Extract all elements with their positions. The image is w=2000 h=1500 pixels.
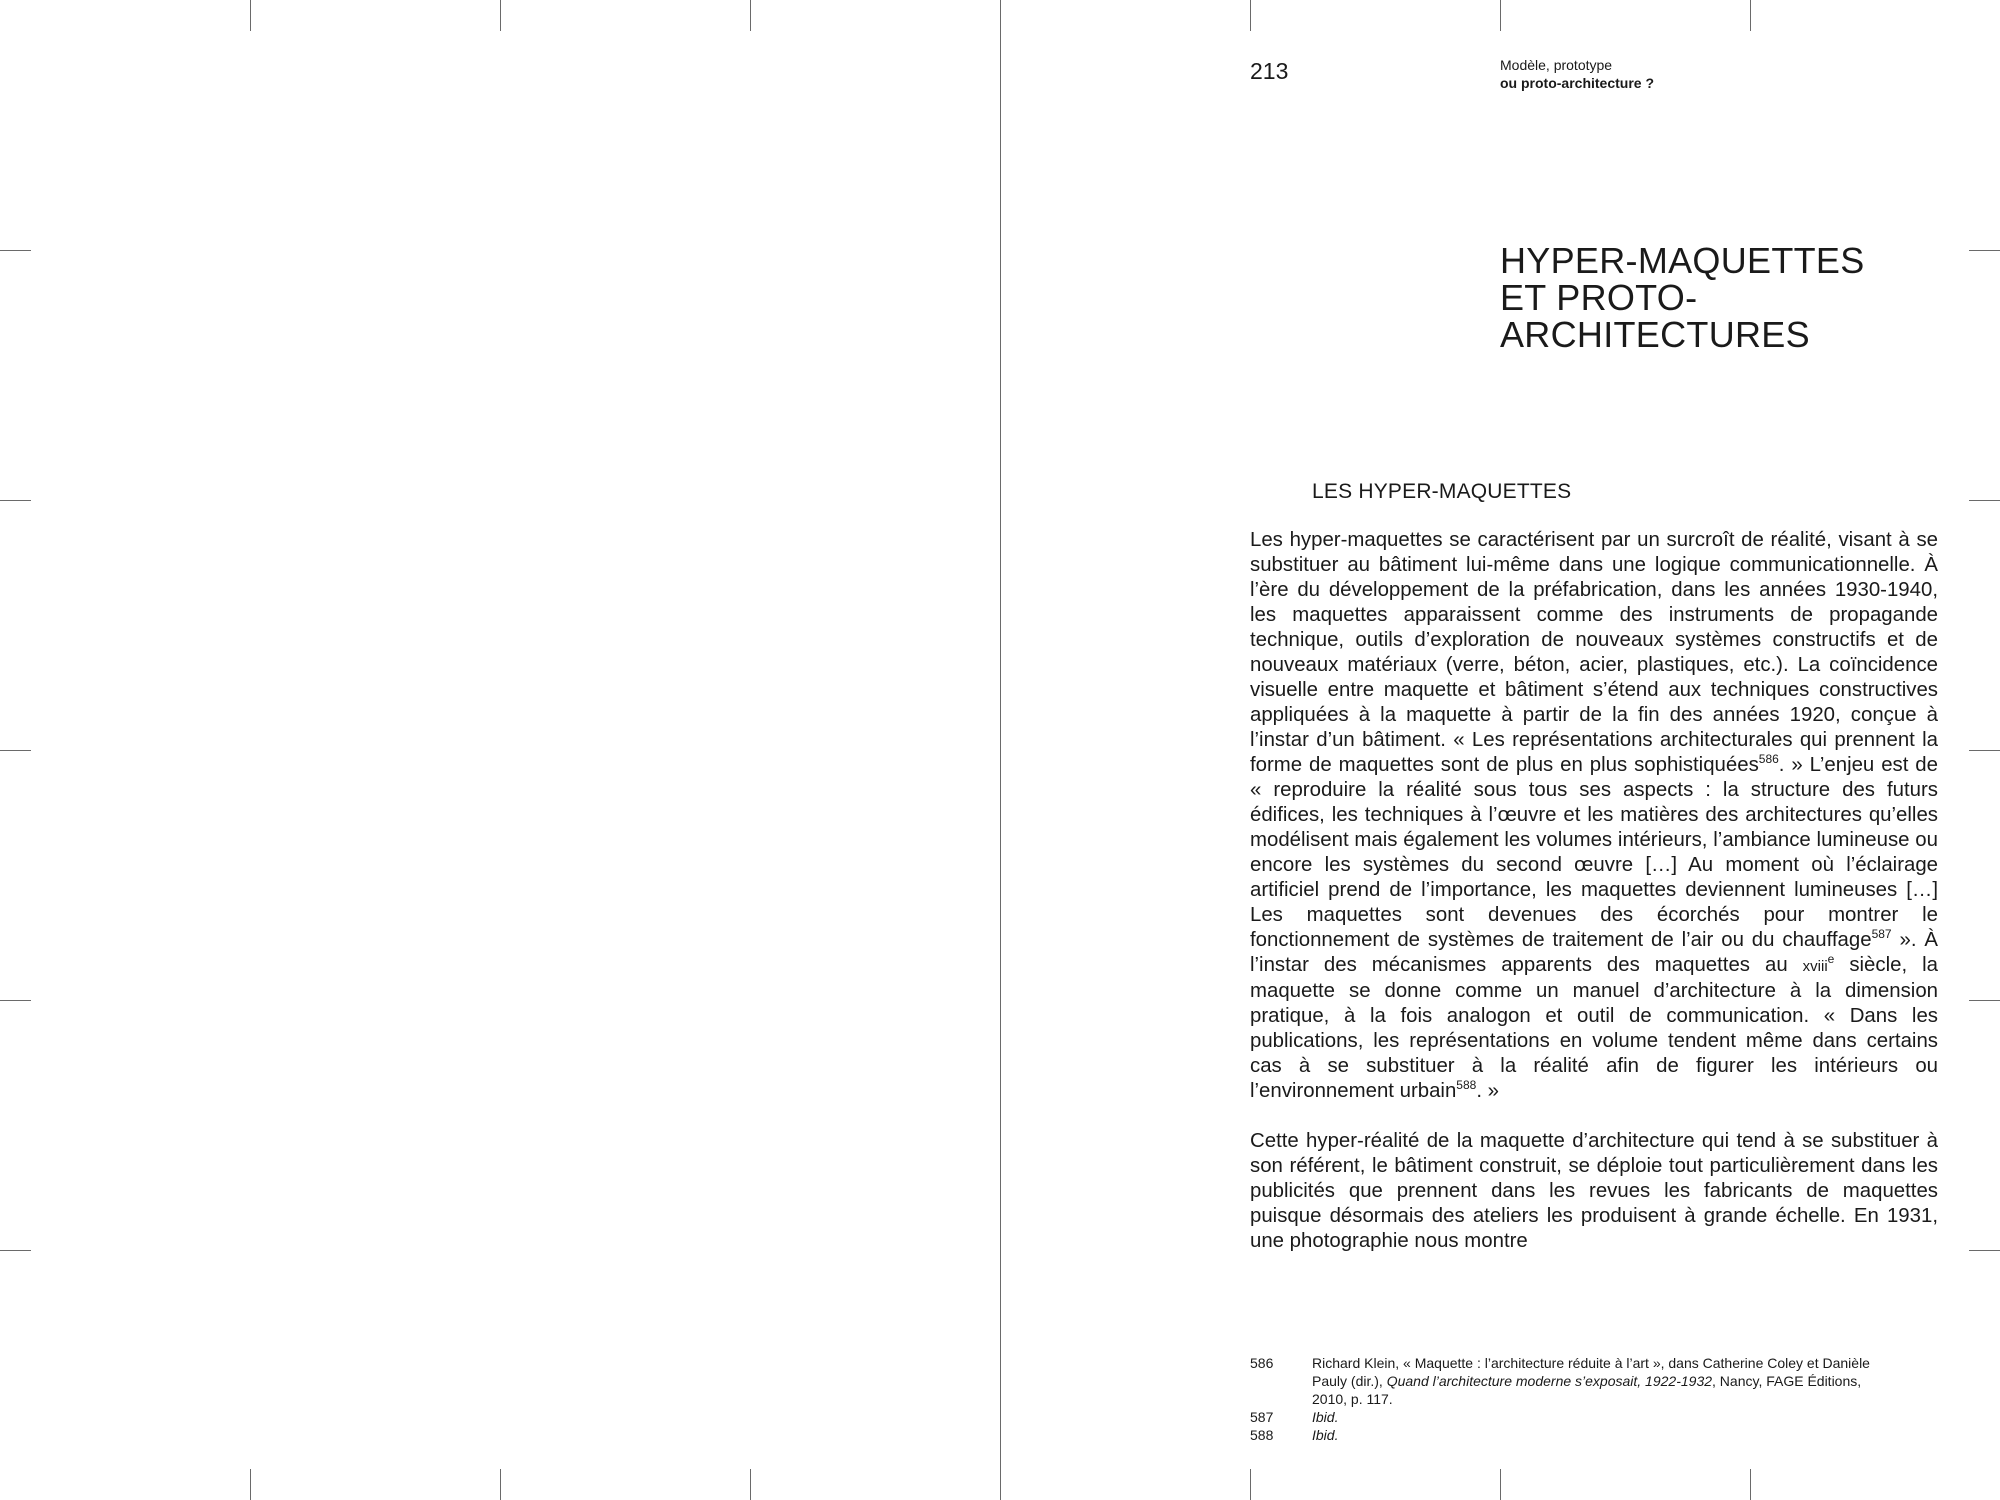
footnote-text xyxy=(1312,1408,1890,1426)
footnote-ibid: Ibid. xyxy=(1312,1409,1339,1425)
paragraph xyxy=(1250,528,1938,1104)
footnote-ref-586[interactable]: 586 xyxy=(1758,752,1779,767)
text-run: ». À l’instar des mécanismes apparents des maquettes au xyxy=(1250,929,1939,976)
footnote-number: 587 xyxy=(1250,1409,1274,1425)
footnote xyxy=(1250,1426,1890,1444)
crop-mark xyxy=(750,1469,751,1500)
footnote-book-title: Quand l’architecture moderne s’exposait, 1922-1932 xyxy=(1386,1373,1713,1389)
crop-mark xyxy=(250,1469,251,1500)
footnote-ibid: Ibid. xyxy=(1312,1427,1339,1443)
crop-mark xyxy=(250,0,251,31)
footnote-text xyxy=(1312,1354,1890,1408)
running-head xyxy=(1500,56,1654,92)
crop-mark xyxy=(500,1469,501,1500)
chapter-title-line: ET PROTO- xyxy=(1500,277,1698,318)
crop-mark xyxy=(500,0,501,31)
footnote-ref-588[interactable]: 588 xyxy=(1456,1078,1477,1093)
chapter-title-line: HYPER-MAQUETTES xyxy=(1500,240,1865,281)
text-run: . » xyxy=(1476,1080,1499,1102)
running-head-line2: ou proto-architecture ? xyxy=(1500,75,1655,91)
footnote-number: 586 xyxy=(1250,1355,1274,1371)
crop-mark xyxy=(1969,500,2000,501)
crop-mark xyxy=(0,1250,31,1251)
chapter-title xyxy=(1500,242,1865,353)
crop-mark xyxy=(1969,1000,2000,1001)
footnotes xyxy=(1250,1354,1890,1444)
footnote-text-run: Richard Klein, « Maquette : l’architecture réduite à l’art », dans Catherine Coley et Danièle Pauly (dir.), xyxy=(1312,1355,1870,1389)
crop-mark xyxy=(1750,1469,1751,1500)
chapter-title-line: ARCHITECTURES xyxy=(1500,314,1810,355)
crop-mark xyxy=(750,0,751,31)
crop-mark xyxy=(0,1000,31,1001)
footnote-text xyxy=(1312,1426,1890,1444)
century-numeral: xviii xyxy=(1802,958,1828,975)
footnote xyxy=(1250,1354,1890,1408)
text-run: . » L’enjeu est de « reproduire la réalité sous tous ses aspects : la structure des futurs édifices, les techniques à l’œuvre et les matières des architectures qu’elles modélisent mais également les volumes intérieurs, l’ambiance lumineuse ou encore les systèmes du second œuvre […] Au moment où l’éclairage artificiel prend de l’importance, les maquettes deviennent lumineuses […] Les maquettes sont devenues des écorchés pour montrer le fonctionnement de systèmes de traitement de l’air ou du chauffage xyxy=(1250,754,1938,951)
crop-mark xyxy=(1750,0,1751,31)
text-run: Les hyper-maquettes se caractérisent par un surcroît de réalité, visant à se substituer au bâtiment lui-même dans une logique communicationnelle. À l’ère du développement de la préfabrication, dans les années 1930-1940, les maquettes apparaissent comme des instruments de propagande technique, outils d’exploration de nouveaux systèmes constructifs et de nouveaux matériaux (verre, béton, acier, plastiques, etc.). La coïncidence visuelle entre maquette et bâtiment s’étend aux techniques constructives appliquées à la maquette à partir de la fin des années 1920, conçue à l’instar d’un bâtiment. « Les représentations architecturales qui prennent la forme de maquettes sont de plus en plus sophistiquées xyxy=(1250,529,1938,776)
footnote-ref-587[interactable]: 587 xyxy=(1871,927,1892,942)
section-title: LES HYPER-MAQUETTES xyxy=(1312,480,1572,503)
century-suffix: e xyxy=(1827,952,1835,967)
paragraph: Cette hyper-réalité de la maquette d’architecture qui tend à se substituer à son référent, le bâtiment construit, se déploie tout particulièrement dans les publicités que prennent dans les revues les fabricants de maquettes puisque désormais des ateliers les produisent à grande échelle. En 1931, une photographie nous montre xyxy=(1250,1130,1938,1252)
footnote-number: 588 xyxy=(1250,1427,1274,1443)
gutter-line xyxy=(1000,0,1001,1500)
body-text xyxy=(1250,528,1938,1254)
crop-mark xyxy=(1250,1469,1251,1500)
crop-mark xyxy=(1500,0,1501,31)
running-head-line1: Modèle, prototype xyxy=(1500,57,1613,73)
crop-mark xyxy=(0,500,31,501)
crop-mark xyxy=(0,750,31,751)
crop-mark xyxy=(1969,750,2000,751)
crop-mark xyxy=(0,250,31,251)
crop-mark xyxy=(1500,1469,1501,1500)
crop-mark xyxy=(1969,1250,2000,1251)
page-number: 213 xyxy=(1250,58,1289,84)
footnote-text-run: , Nancy, FAGE Éditions, 2010, p. 117. xyxy=(1312,1373,1862,1407)
text-run: siècle, la maquette se donne comme un manuel d’architecture à la dimension pratique, à la fois analogon et outil de communication. « Dans les publications, les représentations en volume tendent même dans certains cas à se substituer à la réalité afin de figurer les intérieurs ou l’environnement urbain xyxy=(1250,954,1938,1102)
crop-mark xyxy=(1969,250,2000,251)
footnote xyxy=(1250,1408,1890,1426)
crop-mark xyxy=(1250,0,1251,31)
